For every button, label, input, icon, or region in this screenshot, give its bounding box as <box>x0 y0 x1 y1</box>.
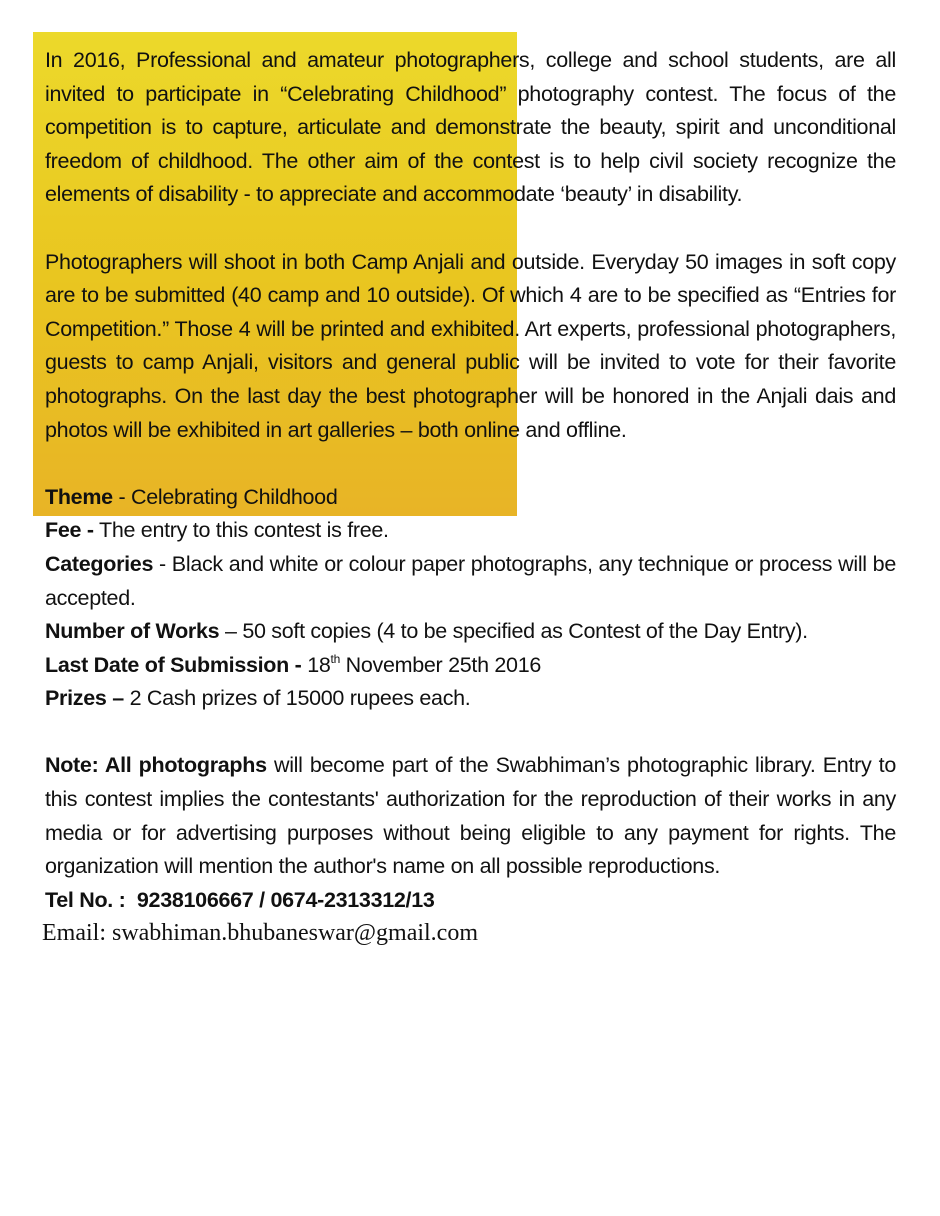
categories-value: Black and white or colour paper photographs, any technique or process will be accepted. <box>45 551 896 610</box>
tel-label: Tel No. : <box>45 887 126 912</box>
detail-categories <box>45 548 896 615</box>
last-date-day-suffix: th <box>330 651 340 666</box>
spacer <box>45 212 896 246</box>
email-line <box>42 917 896 951</box>
categories-separator: - <box>153 551 172 576</box>
prizes-label: Prizes – <box>45 686 124 711</box>
theme-separator: - <box>112 484 132 509</box>
email-value[interactable]: swabhiman.bhubaneswar@gmail.com <box>111 920 478 947</box>
intro-paragraph: In 2016, Professional and amateur photographers, college and school students, are all invited to participate in “Celebrating Childhood” photography contest. The focus of the competition is to capture, articulate and demonstrate the beauty, spirit and unconditional freedom of childhood. The other aim of the contest is to help civil society recognize the elements of disability - to appreciate and accommodate ‘beauty’ in disability. <box>45 48 896 207</box>
last-date-label: Last Date of Submission - <box>45 652 302 677</box>
categories-label: Categories <box>45 551 154 576</box>
note-label: Note: All photographs <box>45 753 267 778</box>
note-paragraph <box>45 749 896 883</box>
spacer <box>45 716 896 750</box>
number-of-works-separator: – <box>219 619 243 644</box>
fee-label: Fee - <box>45 518 94 543</box>
last-date-day: 18 <box>307 652 331 677</box>
number-of-works-value: 50 soft copies (4 to be specified as Contest of the Day Entry). <box>242 619 808 644</box>
number-of-works-label: Number of Works <box>45 619 220 644</box>
fee-value: The entry to this contest is free. <box>98 518 389 543</box>
telephone-line <box>45 884 896 918</box>
spacer <box>45 447 896 481</box>
note-text: will become part of the Swabhiman’s photographic library. Entry to this contest implies the contestants' authorization for the reproduction of their works in any media or for advertising purposes without being eligible to any payment for rights. The organization will mention the author's name on all possible reproductions. <box>45 753 896 879</box>
theme-label: Theme <box>45 484 113 509</box>
process-paragraph: Photographers will shoot in both Camp Anjali and outside. Everyday 50 images in soft copy are to be submitted (40 camp and 10 outside). Of which 4 are to be specified as “Entries for Competition.” Those 4 will be printed and exhibited. Art experts, professional photographers, guests to camp Anjali, visitors and general public will be invited to vote for their favorite photographs. On the last day the best photographer will be honored in the Anjali dais and photos will be exhibited in art galleries – both online and offline. <box>45 249 896 442</box>
last-date-value: November 25th 2016 <box>339 652 542 677</box>
detail-fee <box>45 514 896 548</box>
prizes-value: 2 Cash prizes of 15000 rupees each. <box>129 686 471 711</box>
detail-theme <box>45 481 896 515</box>
document-body <box>42 44 896 951</box>
email-label: Email: <box>42 920 106 947</box>
detail-number-of-works <box>45 615 896 649</box>
detail-last-date <box>45 649 896 683</box>
theme-value: Celebrating Childhood <box>131 484 338 509</box>
contest-details <box>45 481 896 716</box>
detail-prizes <box>45 682 896 716</box>
tel-value: 9238106667 / 0674-2313312/13 <box>136 887 435 912</box>
